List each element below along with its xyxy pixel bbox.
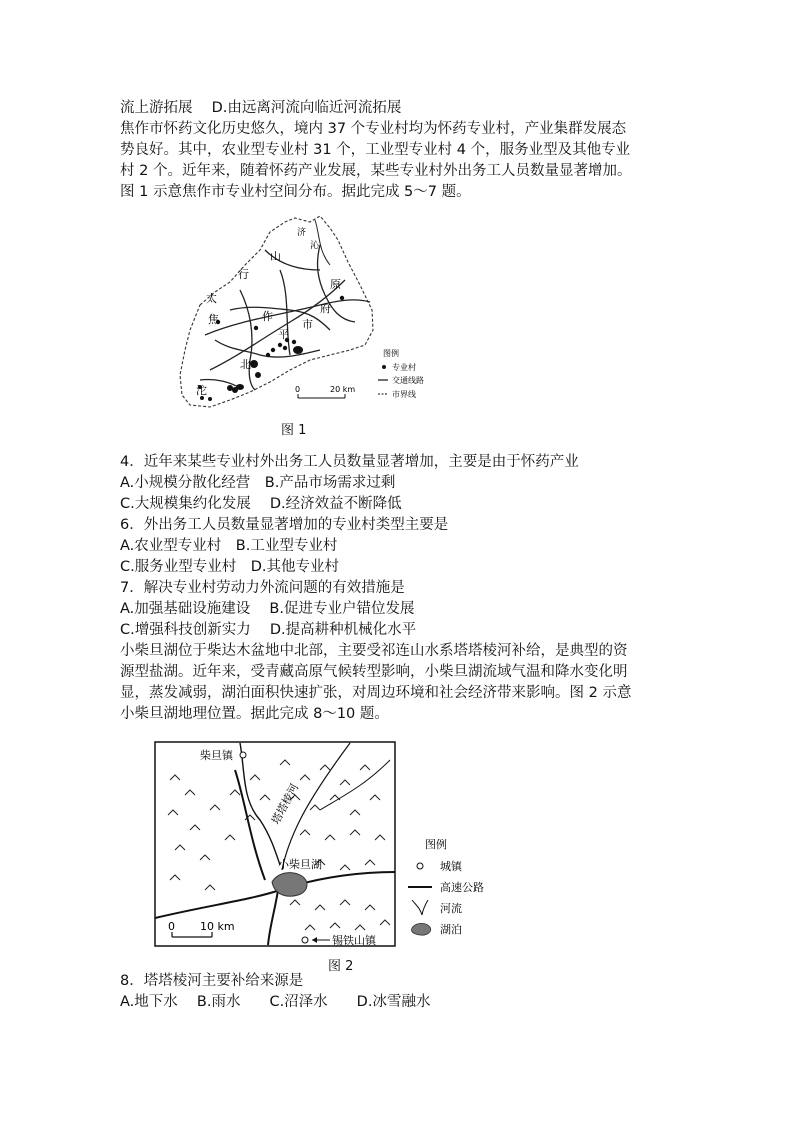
question-4-options-cd: C.大规模集约化发展 D.经济效益不断降低 — [120, 496, 402, 512]
map-label: 济 — [297, 228, 307, 238]
legend-title: 图例 — [383, 349, 399, 358]
passage-line: 小柴旦湖地理位置。据此完成 8～10 题。 — [120, 706, 389, 722]
legend-village: 专业村 — [392, 363, 416, 372]
question-7-options-ab: A.加强基础设施建设 B.促进专业户错位发展 — [120, 601, 415, 617]
text-line: 流上游拓展 D.由远离河流向临近河流拓展 — [120, 100, 402, 116]
legend-lake: 湖泊 — [440, 923, 462, 936]
figure-1-caption: 图 1 — [281, 423, 307, 438]
text-line: 焦作市怀药文化历史悠久，境内 37 个专业村均为怀药专业村，产业集群发展态 — [120, 121, 627, 137]
legend-highway: 高速公路 — [440, 881, 484, 894]
map-label: 柴旦镇 — [200, 749, 233, 762]
passage-line: 显，蒸发减弱，湖泊面积快速扩张，对周边环境和社会经济带来影响。图 2 示意 — [120, 685, 632, 701]
question-6: 6．外出务工人员数量显著增加的专业村类型主要是 — [120, 517, 449, 533]
question-4: 4．近年来某些专业村外出务工人员数量显著增加，主要是由于怀药产业 — [120, 454, 579, 470]
question-7-options-cd: C.增强科技创新实力 D.提高耕种机械化水平 — [120, 622, 417, 638]
passage-line: 小柴旦湖位于柴达木盆地中北部，主要受祁连山水系塔塔棱河补给，是典型的资 — [120, 643, 628, 659]
figure-2-map — [150, 740, 490, 960]
map-label: 焦 — [208, 313, 219, 326]
question-7: 7．解决专业村劳动力外流问题的有效措施是 — [120, 580, 405, 596]
map-label: 市 — [302, 318, 313, 331]
map-label: 原 — [330, 278, 341, 291]
question-6-options-ab: A.农业型专业村 B.工业型专业村 — [120, 538, 338, 554]
map-label: 山 — [270, 250, 281, 263]
scale-zero: 0 — [295, 385, 301, 394]
map-label: 作 — [262, 310, 273, 323]
question-6-options-cd: C.服务业型专业村 D.其他专业村 — [120, 559, 340, 575]
town-marker — [240, 752, 246, 758]
question-8-options: A.地下水 B.雨水 C.沼泽水 D.冰雪融水 — [120, 994, 431, 1010]
map-label: 太 — [206, 292, 217, 305]
question-8: 8．塔塔棱河主要补给来源是 — [120, 973, 304, 989]
text-line: 图 1 示意焦作市专业村空间分布。据此完成 5～7 题。 — [120, 184, 471, 200]
mountain-symbols — [168, 760, 390, 930]
map-label: 塔塔棱河 — [269, 781, 302, 827]
scale-zero: 0 — [168, 920, 175, 933]
legend-border: 市界线 — [392, 390, 416, 399]
city-border — [180, 216, 373, 407]
scale-label: 10 km — [200, 920, 235, 933]
legend-title: 图例 — [425, 838, 447, 851]
map-label: 平 — [278, 328, 289, 341]
map-label: 府 — [320, 302, 331, 315]
legend-town: 城镇 — [440, 860, 462, 873]
figure-2-caption: 图 2 — [328, 959, 354, 974]
map-label: 行 — [238, 268, 249, 281]
legend-town-marker — [417, 863, 423, 869]
transport-lines — [200, 245, 370, 390]
town-marker — [302, 937, 308, 943]
text-line: 村 2 个。近年来，随着怀药产业发展，某些专业村外出务工人员数量显著增加。 — [120, 163, 632, 179]
map-label: 北 — [240, 358, 251, 371]
legend-river: 河流 — [440, 902, 462, 915]
legend-village-marker — [382, 365, 386, 369]
map-label: 沁 — [310, 241, 320, 251]
figure-1-map — [170, 210, 430, 420]
map-label: 小柴旦湖 — [278, 858, 322, 871]
passage-line: 源型盐湖。近年来，受青藏高原气候转型影响，小柴旦湖流域气温和降水变化明 — [120, 664, 628, 680]
map-label: 锡铁山镇 — [332, 934, 376, 947]
text-line: 势良好。其中，农业型专业村 31 个，工业型专业村 4 个，服务业型及其他专业 — [120, 142, 631, 158]
legend-road: 交通线路 — [392, 376, 424, 385]
scale-label: 20 km — [330, 385, 356, 394]
question-4-options-ab: A.小规模分散化经营 B.产品市场需求过剩 — [120, 475, 396, 491]
tataleng-river — [240, 743, 280, 865]
map-label: 沱 — [196, 384, 207, 397]
